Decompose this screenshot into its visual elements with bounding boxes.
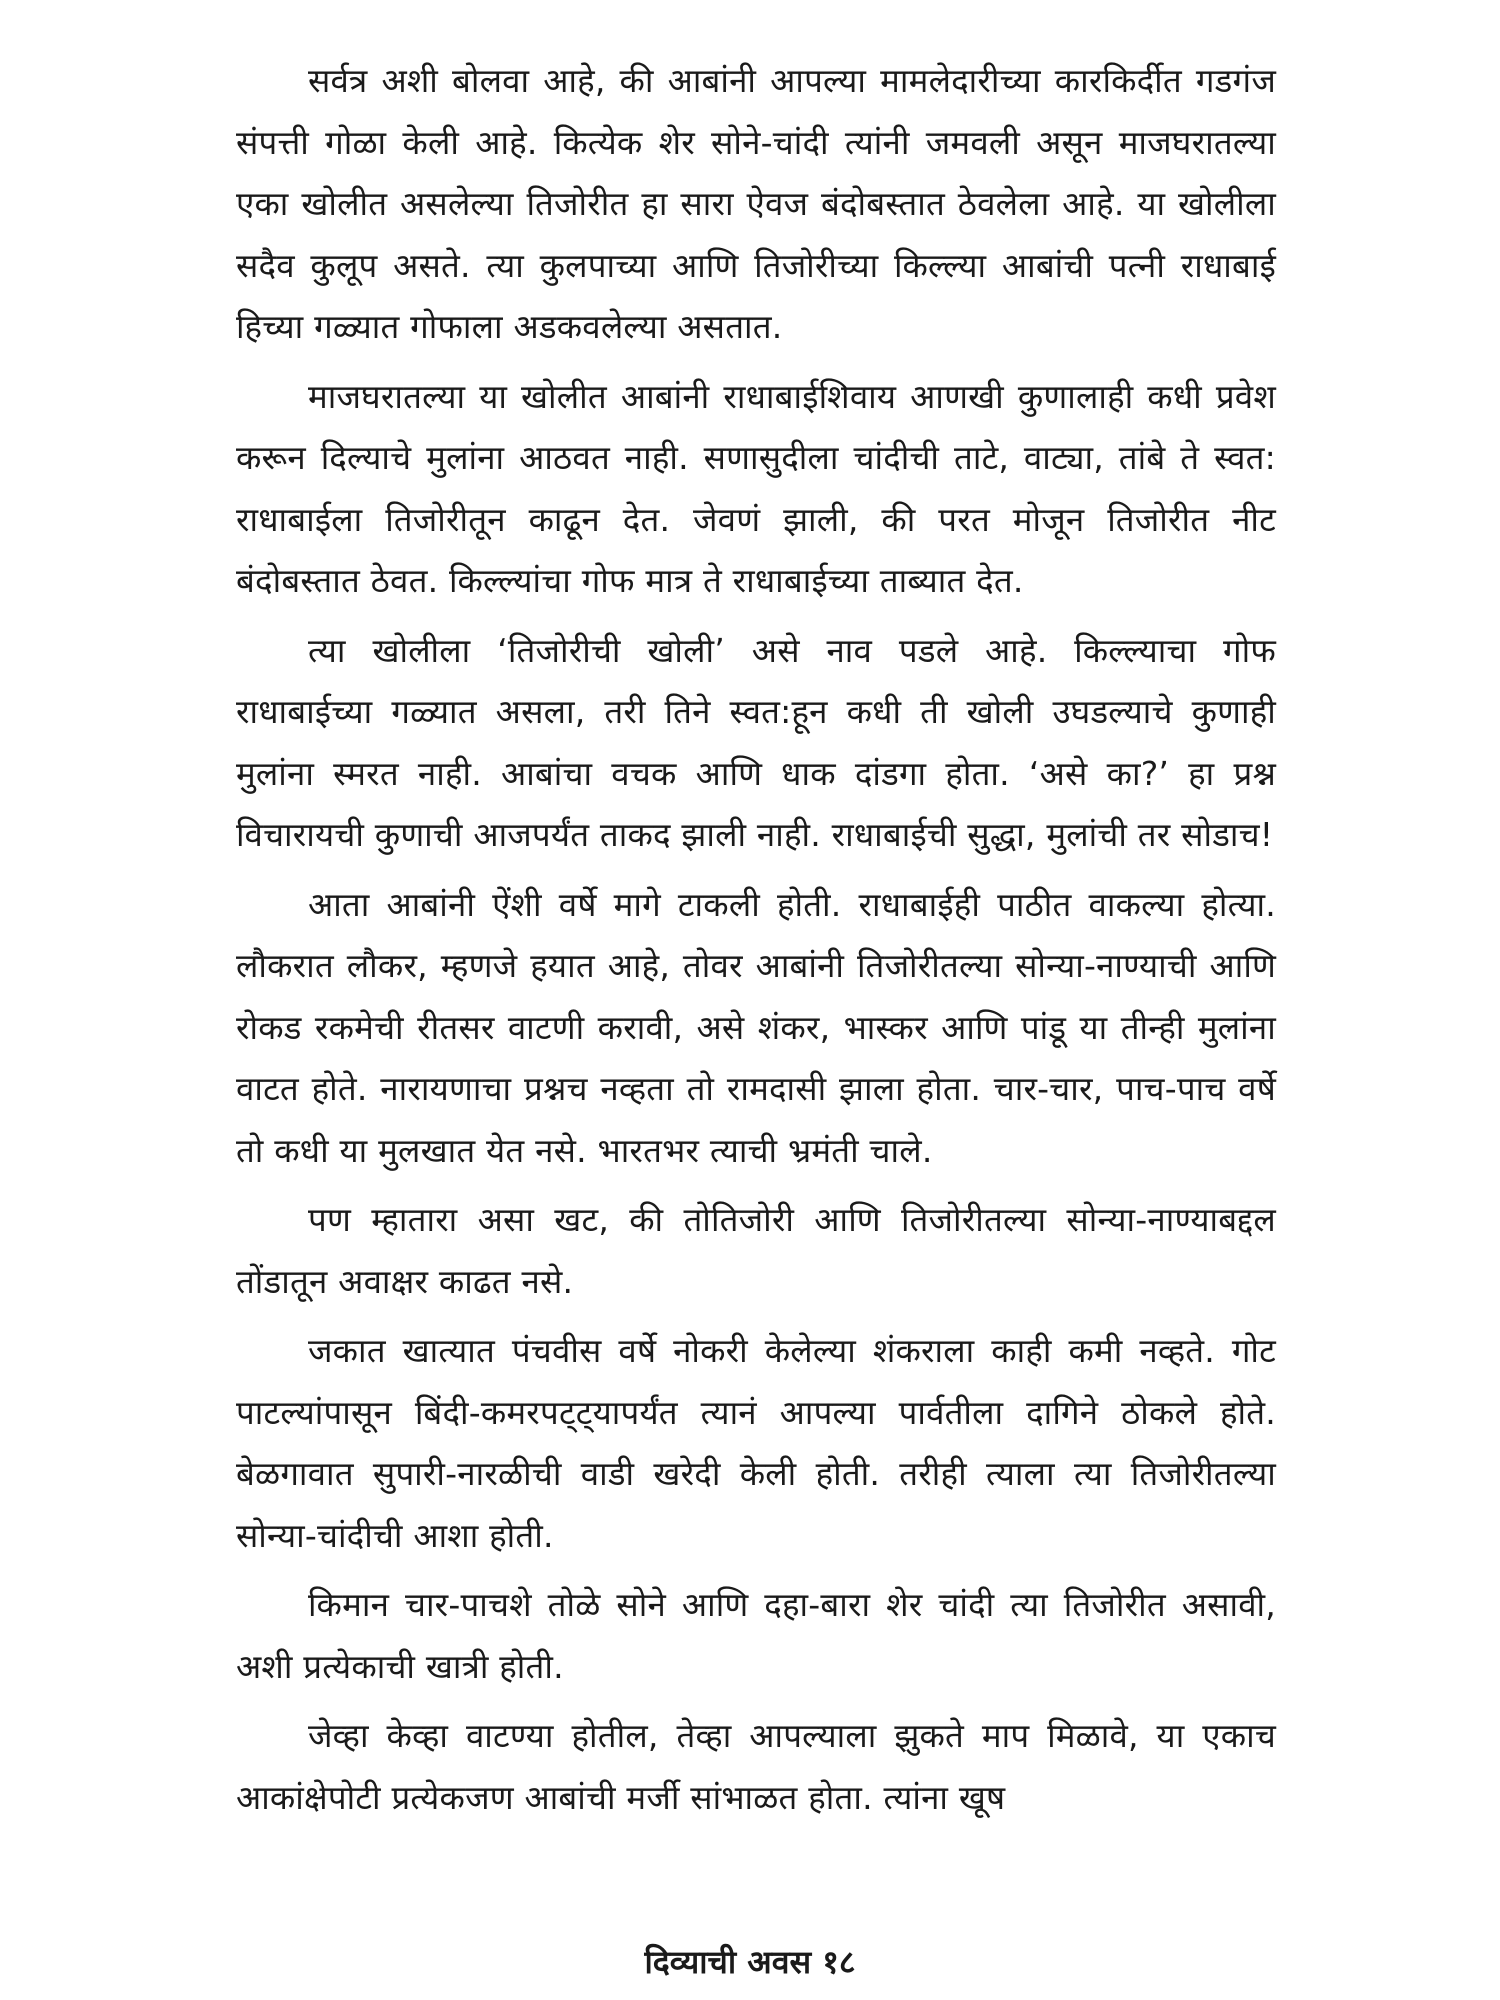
page-body-text (236, 50, 1276, 1836)
paragraph-6: जकात खात्यात पंचवीस वर्षे नोकरी केलेल्या शंकराला काही कमी नव्हते. गोट पाटल्यांपासून बिंदी-कमरपट्ट्यापर्यंत त्यानं आपल्या पार्वतीला दागिने ठोकले होते. बेळगावात सुपारी-नारळीची वाडी खरेदी केली होती. तरीही त्याला त्या तिजोरीतल्या सोन्या-चांदीची आशा होती. (236, 1331, 1276, 1555)
paragraph-4: आता आबांनी ऐंशी वर्षे मागे टाकली होती. राधाबाईही पाठीत वाकल्या होत्या. लौकरात लौकर, म्हणजे हयात आहे, तोवर आबांनी तिजोरीतल्या सोन्या-नाण्याची आणि रोकड रकमेची रीतसर वाटणी करावी, असे शंकर, भास्कर आणि पांडू या तीन्ही मुलांना वाटत होते. नारायणाचा प्रश्नच नव्हता तो रामदासी झाला होता. चार-चार, पाच-पाच वर्षे तो कधी या मुलखात येत नसे. भारतभर त्याची भ्रमंती चाले. (236, 884, 1276, 1170)
paragraph-5: पण म्हातारा असा खट, की तोतिजोरी आणि तिजोरीतल्या सोन्या-नाण्याबद्दल तोंडातून अवाक्षर काढत नसे. (236, 1200, 1276, 1301)
paragraph-8: जेव्हा केव्हा वाटण्या होतील, तेव्हा आपल्याला झुकते माप मिळावे, या एकाच आकांक्षेपोटी प्रत्येकजण आबांची मर्जी सांभाळत होता. त्यांना खूष (236, 1716, 1276, 1817)
paragraph-2: माजघरातल्या या खोलीत आबांनी राधाबाईशिवाय आणखी कुणालाही कधी प्रवेश करून दिल्याचे मुलांना आठवत नाही. सणासुदीला चांदीची ताटे, वाट्या, तांबे ते स्वत: राधाबाईला तिजोरीतून काढून देत. जेवणं झाली, की परत मोजून तिजोरीत नीट बंदोबस्तात ठेवत. किल्ल्यांचा गोफ मात्र ते राधाबाईच्या ताब्यात देत. (236, 376, 1276, 600)
paragraph-1: सर्वत्र अशी बोलवा आहे, की आबांनी आपल्या मामलेदारीच्या कारकिर्दीत गडगंज संपत्ती गोळा केली आहे. कित्येक शेर सोने-चांदी त्यांनी जमवली असून माजघरातल्या एका खोलीत असलेल्या तिजोरीत हा सारा ऐवज बंदोबस्तात ठेवलेला आहे. या खोलीला सदैव कुलूप असते. त्या कुलपाच्या आणि तिजोरीच्या किल्ल्या आबांची पत्नी राधाबाई हिच्या गळ्यात गोफाला अडकवलेल्या असतात. (236, 61, 1276, 346)
paragraph-3: त्या खोलीला ‘तिजोरीची खोली’ असे नाव पडले आहे. किल्ल्याचा गोफ राधाबाईच्या गळ्यात असला, तरी तिने स्वत:हून कधी ती खोली उघडल्याचे कुणाही मुलांना स्मरत नाही. आबांचा वचक आणि धाक दांडगा होता. ‘असे का?’ हा प्रश्न विचारायची कुणाची आजपर्यंत ताकद झाली नाही. राधाबाईची सुद्धा, मुलांची तर सोडाच! (236, 630, 1276, 854)
paragraph-7: किमान चार-पाचशे तोळे सोने आणि दहा-बारा शेर चांदी त्या तिजोरीत असावी, अशी प्रत्येकाची खात्री होती. (236, 1585, 1276, 1686)
page-footer: दिव्याची अवस १८ (644, 1943, 856, 1981)
